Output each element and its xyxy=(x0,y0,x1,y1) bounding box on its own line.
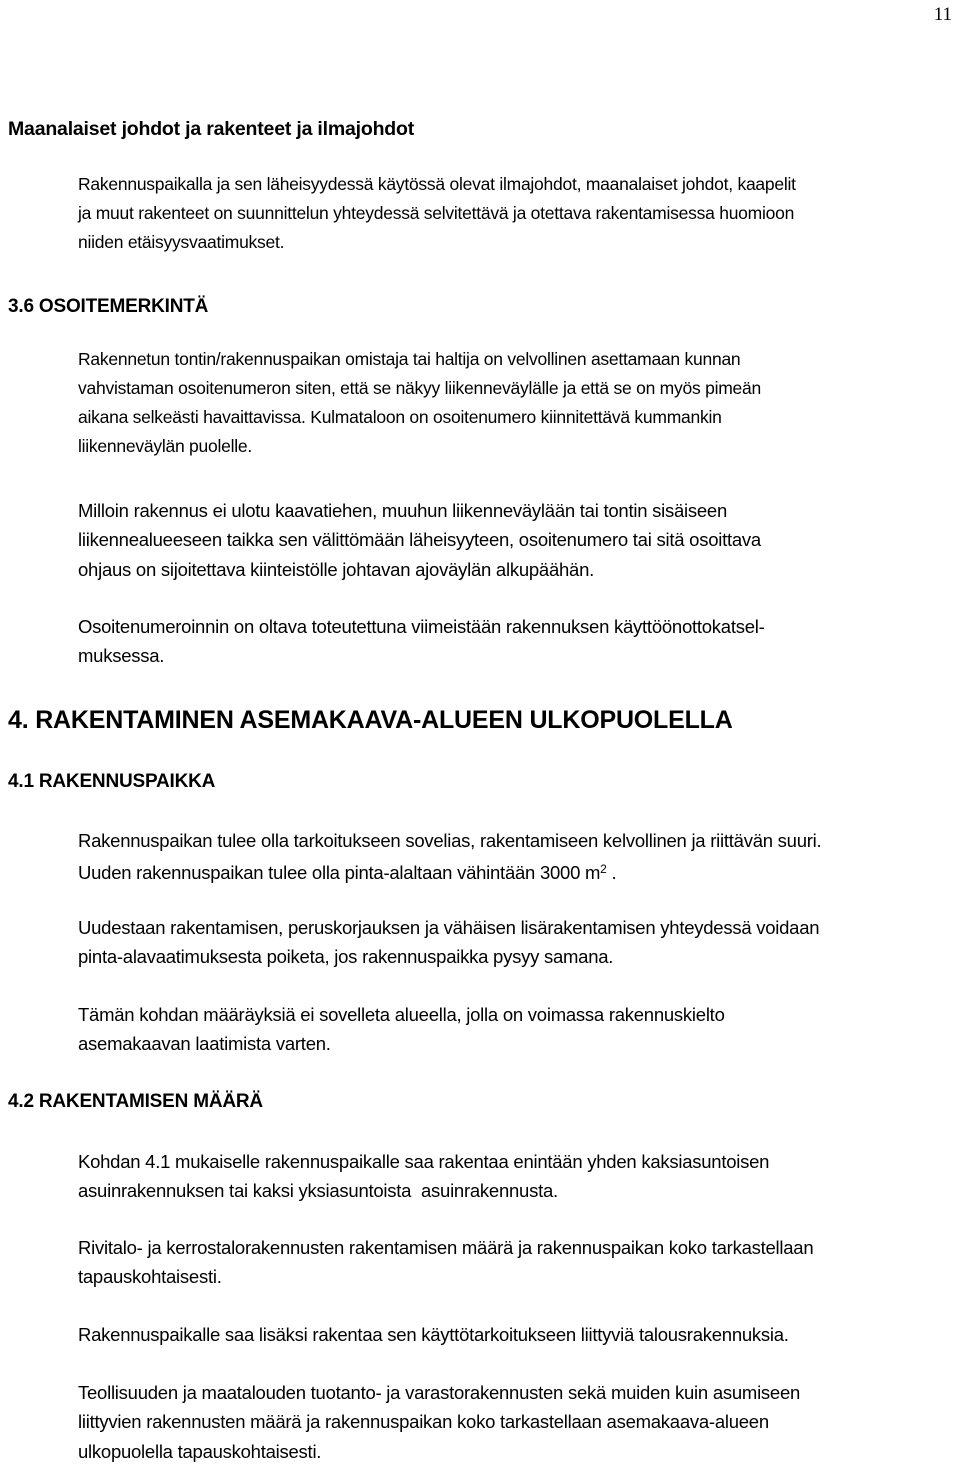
text-line: Tämän kohdan määräyksiä ei sovelleta alueella, jolla on voimassa rakennuskielto xyxy=(78,1004,725,1025)
paragraph-3-6-3 xyxy=(78,612,950,671)
text-line: liikenneväylän puolelle. xyxy=(78,436,252,456)
paragraph-4-1-1 xyxy=(78,826,950,888)
text-fragment: Uuden rakennuspaikan tulee olla pinta-alaltaan vähintään 3000 m xyxy=(78,862,601,884)
chapter-heading-4: 4. RAKENTAMINEN ASEMAKAAVA-ALUEEN ULKOPUOLELLA xyxy=(8,706,733,734)
section-heading-ilmajohdot: Maanalaiset johdot ja rakenteet ja ilmajohdot xyxy=(8,118,415,140)
text-line: Rakennuspaikalla ja sen läheisyydessä käytössä olevat ilmajohdot, maanalaiset johdot, kaapelit xyxy=(78,174,796,194)
section-heading-4-1: 4.1 RAKENNUSPAIKKA xyxy=(8,771,216,792)
section-heading-4-2: 4.2 RAKENTAMISEN MÄÄRÄ xyxy=(8,1091,263,1112)
paragraph-4-2-4 xyxy=(78,1378,950,1466)
text-line: Kohdan 4.1 mukaiselle rakennuspaikalle saa rakentaa enintään yhden kaksiasuntoisen xyxy=(78,1151,770,1172)
text-line: asemakaavan laatimista varten. xyxy=(78,1033,331,1055)
section-heading-3-6: 3.6 OSOITEMERKINTÄ xyxy=(8,296,209,317)
text-line: muksessa. xyxy=(78,645,165,667)
text-line: Rakennetun tontin/rakennuspaikan omistaja tai haltija on velvollinen asettamaan kunnan xyxy=(78,349,741,369)
text-line: Rakennuspaikalle saa lisäksi rakentaa sen käyttötarkoitukseen liittyviä talousrakennuksia. xyxy=(78,1324,789,1345)
text-line xyxy=(78,855,950,887)
text-line: pinta-alavaatimuksesta poiketa, jos rakennuspaikka pysyy samana. xyxy=(78,946,614,968)
text-line: Osoitenumeroinnin on oltava toteutettuna viimeistään rakennuksen käyttöönottokatsel- xyxy=(78,616,765,637)
text-line: Teollisuuden ja maatalouden tuotanto- ja varastorakennusten sekä muiden kuin asumiseen xyxy=(78,1382,801,1403)
text-line: Uudestaan rakentamisen, peruskorjauksen ja vähäisen lisärakentamisen yhteydessä voidaan xyxy=(78,917,820,938)
text-fragment: . xyxy=(606,862,617,884)
text-line: liikennealueeseen taikka sen välittömään läheisyyteen, osoitenumero tai sitä osoittava xyxy=(78,529,761,551)
text-line: vahvistaman osoitenumeron siten, että se näkyy liikenneväylälle ja että se on myös pimeän xyxy=(78,378,761,398)
paragraph-3-6-2 xyxy=(78,496,950,584)
paragraph-4-1-3 xyxy=(78,1000,950,1059)
text-line: Rakennuspaikan tulee olla tarkoitukseen sovelias, rakentamiseen kelvollinen ja riittävän suuri. xyxy=(78,830,822,851)
paragraph-4-2-3 xyxy=(78,1320,950,1349)
page-number: 11 xyxy=(933,4,952,25)
paragraph-3-6-1 xyxy=(78,345,950,461)
text-line: aikana selkeästi havaittavissa. Kulmataloon on osoitenumero kiinnitettävä kummankin xyxy=(78,407,722,427)
text-line: niiden etäisyysvaatimukset. xyxy=(78,232,285,252)
superscript: 2 xyxy=(600,862,607,877)
text-line: Rivitalo- ja kerrostalorakennusten rakentamisen määrä ja rakennuspaikan koko tarkastellaan xyxy=(78,1237,814,1258)
text-line: liittyvien rakennusten määrä ja rakennuspaikan koko tarkastellaan asemakaava-alueen xyxy=(78,1411,769,1433)
paragraph-4-2-1 xyxy=(78,1147,950,1206)
paragraph-4-1-2 xyxy=(78,913,950,972)
paragraph-ilmajohdot xyxy=(78,170,950,257)
text-line: ulkopuolella tapauskohtaisesti. xyxy=(78,1440,322,1462)
text-line: ohjaus on sijoitettava kiinteistölle johtavan ajoväylän alkupäähän. xyxy=(78,558,594,580)
text-line: ja muut rakenteet on suunnittelun yhteydessä selvitettävä ja otettava rakentamisessa huomioon xyxy=(78,203,795,223)
text-line: Milloin rakennus ei ulotu kaavatiehen, muuhun liikenneväylään tai tontin sisäiseen xyxy=(78,500,727,521)
text-line: asuinrakennuksen tai kaksi yksiasuntoista asuinrakennusta. xyxy=(78,1180,558,1202)
text-line: tapauskohtaisesti. xyxy=(78,1266,222,1288)
paragraph-4-2-2 xyxy=(78,1233,950,1292)
